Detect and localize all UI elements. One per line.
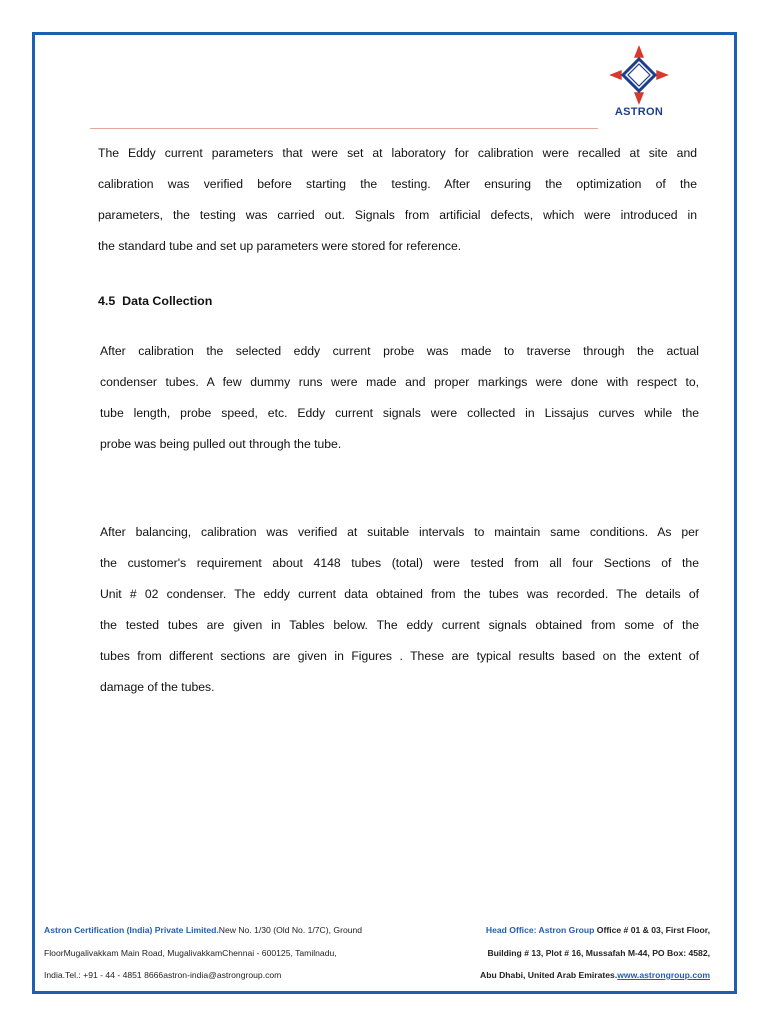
footer-company-name: Astron Certification (India) Private Limited.	[44, 925, 219, 935]
footer-contact: India.Tel.: +91 - 44 - 4851 8666astron-india@astrongroup.com	[44, 970, 282, 980]
astron-compass-diamond-icon	[606, 45, 672, 105]
footer-head-office-label: Head Office: Astron Group	[485, 925, 595, 935]
footer-line	[480, 919, 710, 942]
paragraph-calibration	[98, 138, 697, 262]
astron-logo	[606, 45, 672, 125]
text-line: Unit # 02 condenser. The eddy current data obtained from the tubes was recorded. The details of	[100, 587, 699, 601]
section-number: 4.5	[98, 294, 116, 308]
text-line: After balancing, calibration was verified at suitable intervals to maintain same conditions. As per	[100, 525, 699, 539]
section-title: Data Collection	[122, 294, 213, 308]
text-line: the customer's requirement about 4148 tubes (total) were tested from all four Sections of the	[100, 556, 699, 570]
footer-address-part: New No. 1/30 (Old No. 1/7C), Ground	[218, 925, 363, 935]
footer-line: Building # 13, Plot # 16, Mussafah M-44, PO Box: 4582,	[487, 947, 710, 958]
text-line: condenser tubes. A few dummy runs were made and proper markings were done with respect to,	[100, 375, 699, 389]
text-line: The Eddy current parameters that were set at laboratory for calibration were recalled at site and	[98, 146, 697, 160]
footer-india-address	[44, 919, 362, 987]
website-link[interactable]: www.astrongroup.com	[617, 970, 710, 980]
text-line: tube length, probe speed, etc. Eddy current signals were collected in Lissajus curves while the	[100, 406, 699, 420]
section-heading	[98, 294, 212, 308]
text-line: damage of the tubes.	[100, 680, 215, 694]
text-line: calibration was verified before starting the testing. After ensuring the optimization of the	[98, 177, 697, 191]
footer-head-office	[480, 919, 710, 987]
text-line: After calibration the selected eddy current probe was made to traverse through the actual	[100, 344, 699, 358]
footer-address-part: Office # 01 & 03, First Floor,	[594, 925, 710, 935]
paragraph-balancing	[100, 517, 699, 703]
footer-country: Abu Dhabi, United Arab Emirates.	[480, 970, 618, 980]
footer-line	[480, 964, 710, 987]
paragraph-data-collection	[100, 336, 699, 460]
text-line: tubes from different sections are given in Figures . These are typical results based on the extent of	[100, 649, 699, 663]
header-rule	[90, 128, 598, 129]
text-line: probe was being pulled out through the tube.	[100, 437, 342, 451]
text-line: parameters, the testing was carried out. Signals from artificial defects, which were introduced in	[98, 208, 697, 222]
logo-text: ASTRON	[614, 106, 664, 118]
footer-line	[44, 919, 362, 942]
footer-line: FloorMugalivakkam Main Road, MugalivakkamChennai - 600125, Tamilnadu,	[44, 947, 337, 958]
text-line: the tested tubes are given in Tables below. The eddy current signals obtained from some of the	[100, 618, 699, 632]
text-line: the standard tube and set up parameters were stored for reference.	[98, 239, 462, 253]
